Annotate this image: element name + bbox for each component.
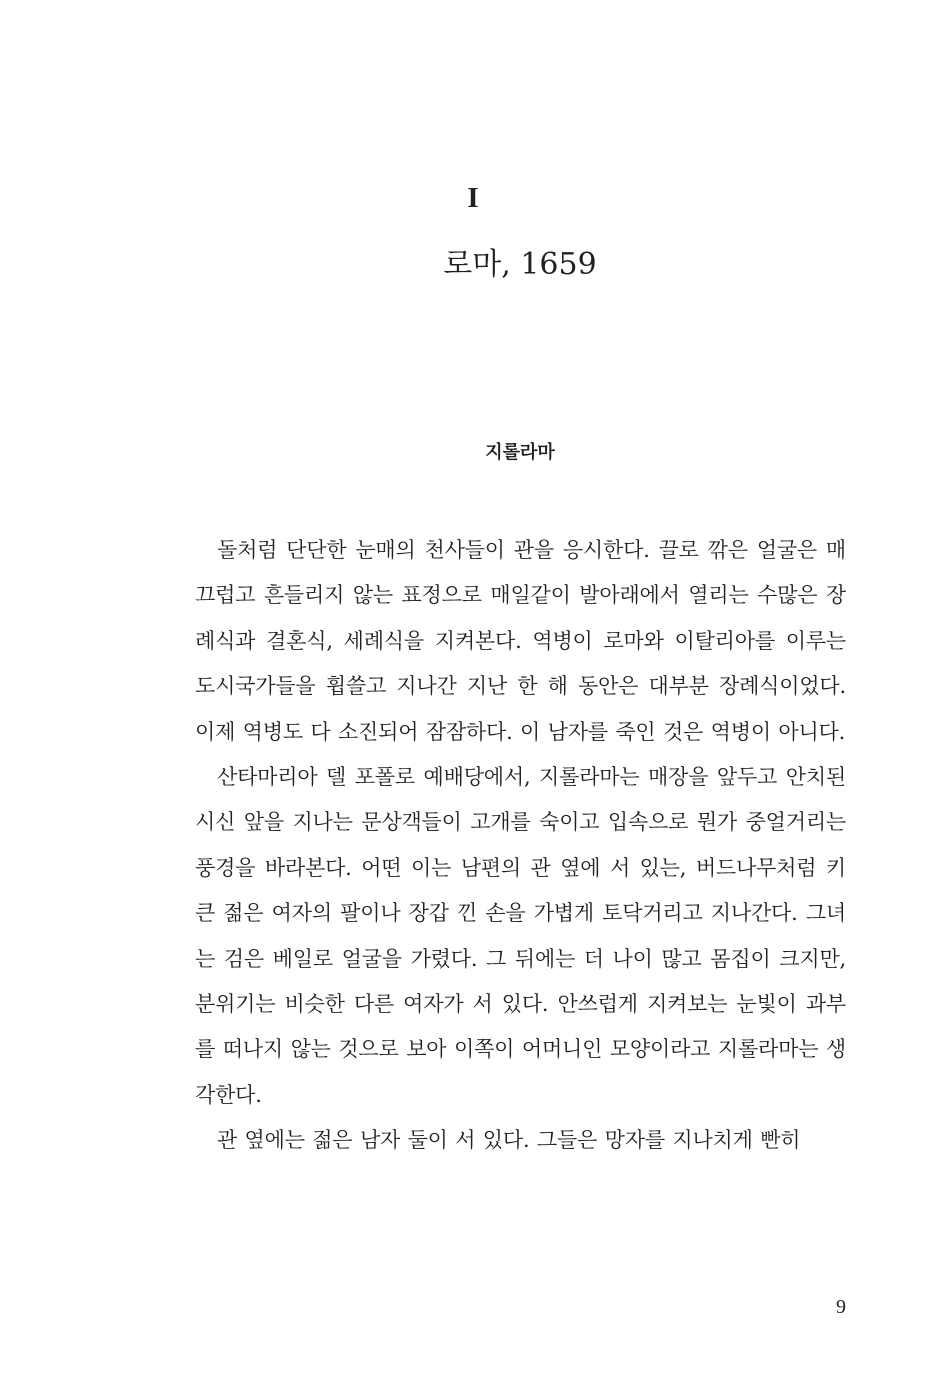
paragraph-1: 돌처럼 단단한 눈매의 천사들이 관을 응시한다. 끌로 깎은 얼굴은 매끄럽고 흔들리지 않는 표정으로 매일같이 발아래에서 열리는 수많은 장례식과 결혼식, 세례식을 지켜본다. 역병이 로마와 이탈리아를 이루는 도시국가들을 휩쓸고 지나간 지난 한 해 동안은 대부분 장례식이었다. 이제 역병도 다 소진되어 잠잠하다. 이 남자를 죽인 것은 역병이 아니다. <box>195 538 846 744</box>
body-text <box>195 528 846 1164</box>
page-number: 9 <box>836 1296 846 1318</box>
paragraph-3: 관 옆에는 젊은 남자 둘이 서 있다. 그들은 망자를 지나치게 빤히 <box>217 1128 801 1153</box>
part-number: I <box>467 182 479 214</box>
part-title: 로마, 1659 <box>443 247 597 282</box>
section-title: 지롤라마 <box>485 442 555 463</box>
paragraph-2: 산타마리아 델 포폴로 예배당에서, 지롤라마는 매장을 앞두고 안치된 시신 앞을 지나는 문상객들이 고개를 숙이고 입속으로 뭔가 중얼거리는 풍경을 바라본다. 어떤 이는 남편의 관 옆에 서 있는, 버드나무처럼 키 큰 젊은 여자의 팔이나 장갑 낀 손을 가볍게 토닥거리고 지나간다. 그녀는 검은 베일로 얼굴을 가렸다. 그 뒤에는 더 나이 많고 몸집이 크지만, 분위기는 비슷한 다른 여자가 서 있다. 안쓰럽게 지켜보는 눈빛이 과부를 떠나지 않는 것으로 보아 이쪽이 어머니인 모양이라고 지롤라마는 생각한다. <box>195 765 846 1107</box>
